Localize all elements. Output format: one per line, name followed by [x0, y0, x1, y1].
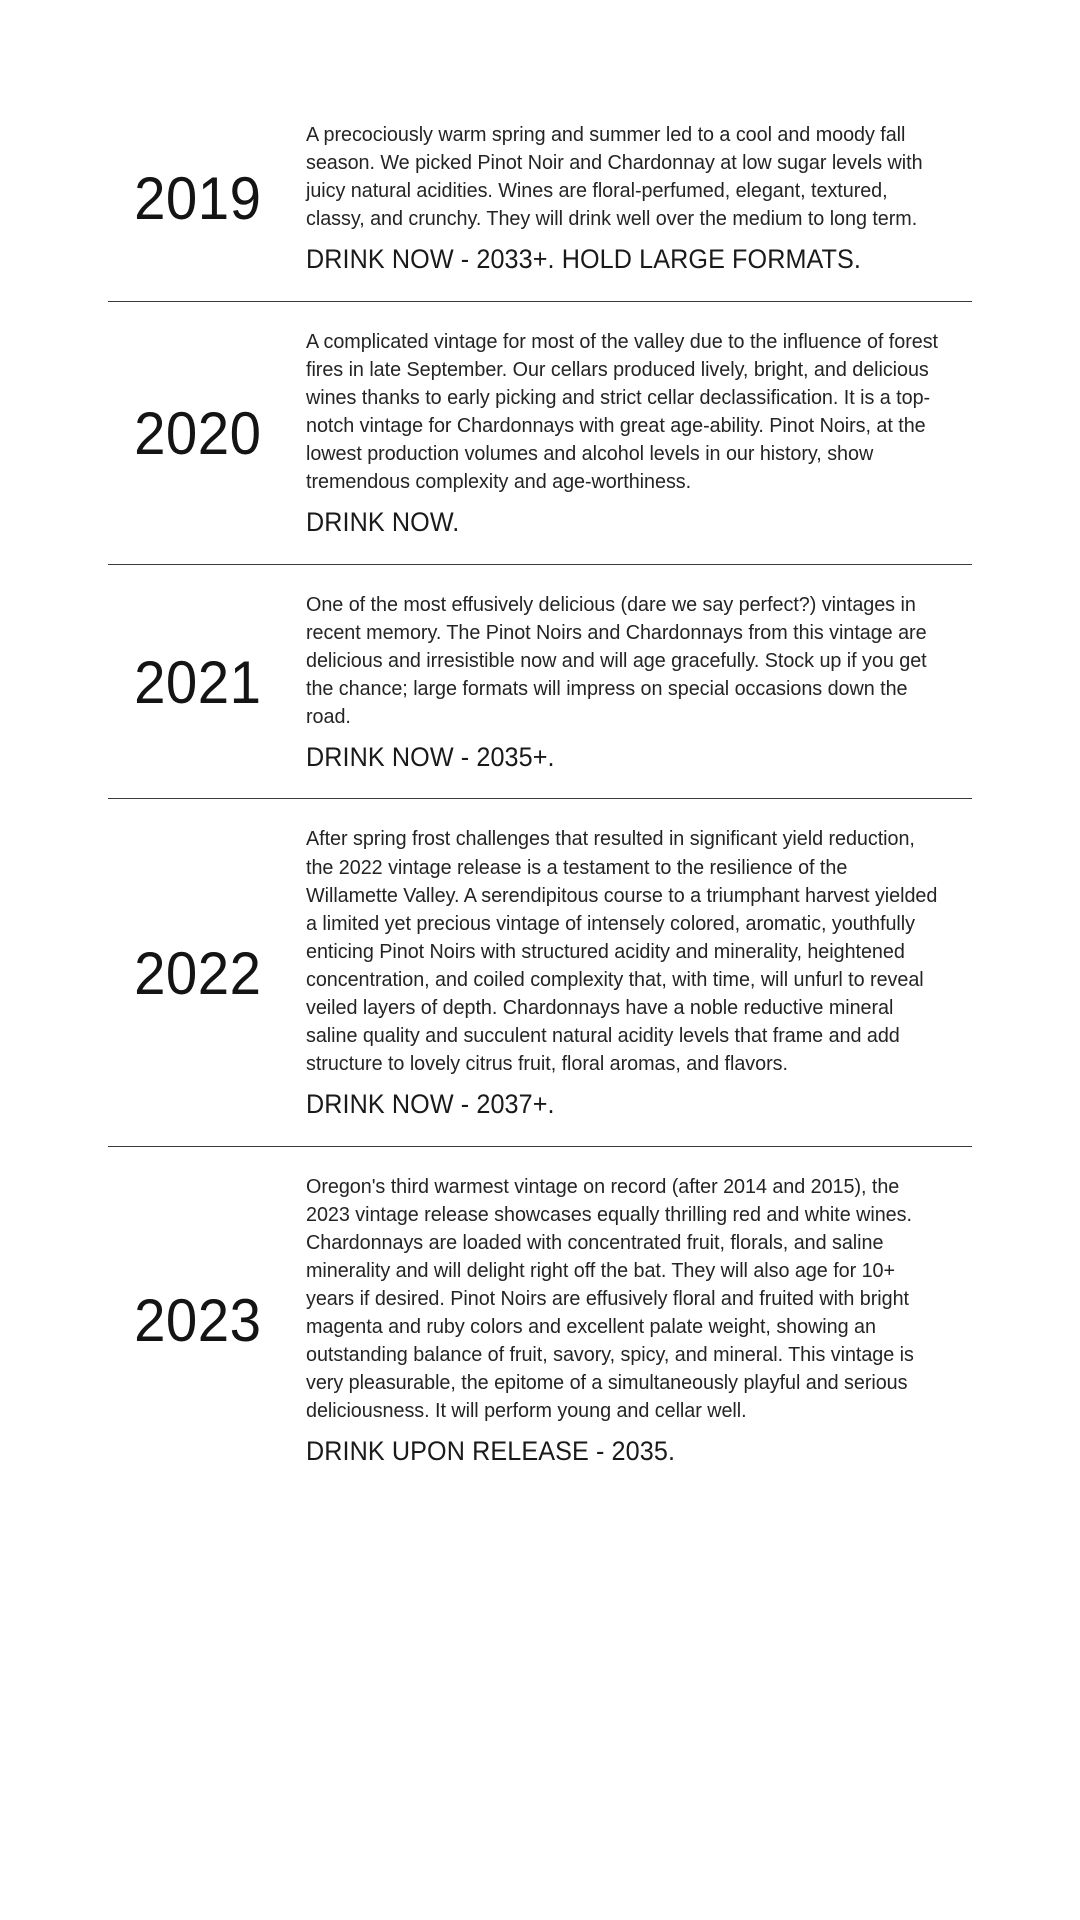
vintage-year-column — [108, 648, 306, 716]
vintage-year-label: 2022 — [134, 939, 262, 1007]
vintage-entry-2021 — [108, 564, 972, 799]
vintage-text-column — [306, 121, 972, 277]
vintage-text-column — [306, 328, 972, 540]
vintage-description: Oregon's third warmest vintage on record (after 2014 and 2015), the 2023 vintage release showcases equally thrilling red and white wines. Chardonnays are loaded with concentrated fruit, florals, and saline minerality and will delight right off the bat. They will also age for 10+ years if desired. Pinot Noirs are effusively floral and fruited with bright magenta and ruby colors and excellent palate weight, showing an outstanding balance of fruit, savory, spicy, and mineral. This vintage is very pleasurable, the epitome of a simultaneously playful and serious deliciousness. It will perform young and cellar well. — [306, 1174, 914, 1423]
vintage-description: A precociously warm spring and summer led to a cool and moody fall season. We picked Pinot Noir and Chardonnay at low sugar levels with juicy natural acidities. Wines are floral-perfumed, elegant, textured, classy, and crunchy. They will drink well over the medium to long term. — [306, 123, 923, 231]
vintage-text-column — [306, 1173, 972, 1469]
vintage-drink-window: DRINK UPON RELEASE - 2035. — [306, 1436, 676, 1467]
vintage-drink-window: DRINK NOW. — [306, 507, 460, 538]
vintage-entry-2022 — [108, 798, 972, 1145]
vintage-year-label: 2023 — [134, 1286, 262, 1354]
vintage-entry-2020 — [108, 301, 972, 564]
vintage-year-column — [108, 164, 306, 232]
vintage-drink-window: DRINK NOW - 2037+. — [306, 1089, 555, 1120]
vintage-year-label: 2020 — [134, 399, 262, 467]
vintage-year-label: 2021 — [134, 648, 262, 716]
vintage-entry-2023 — [108, 1146, 972, 1493]
vintage-text-column — [306, 591, 972, 775]
vintage-drink-window: DRINK NOW - 2033+. HOLD LARGE FORMATS. — [306, 244, 862, 275]
vintage-year-column — [108, 1286, 306, 1354]
vintage-year-column — [108, 939, 306, 1007]
vintage-drink-window: DRINK NOW - 2035+. — [306, 742, 555, 773]
vintage-year-column — [108, 399, 306, 467]
vintage-description: After spring frost challenges that resulted in significant yield reduction, the 2022 vintage release is a testament to the resilience of the Willamette Valley. A serendipitous course to a triumphant harvest yielded a limited yet precious vintage of intensely colored, aromatic, youthfully enticing Pinot Noirs with structured acidity and minerality, heightened concentration, and coiled complexity that, with time, will unfurl to reveal veiled layers of depth. Chardonnays have a noble reductive mineral saline quality and succulent natural acidity levels that frame and add structure to lovely citrus fruit, floral aromas, and flavors. — [306, 827, 938, 1076]
vintage-year-label: 2019 — [134, 164, 262, 232]
vintage-description: A complicated vintage for most of the valley due to the influence of forest fires in late September. Our cellars produced lively, bright, and delicious wines thanks to early picking and strict cellar declassification. It is a top-notch vintage for Chardonnays with great age-ability. Pinot Noirs, at the lowest production volumes and alcohol levels in our history, show tremendous complexity and age-worthiness. — [306, 329, 938, 494]
vintage-text-column — [306, 825, 972, 1121]
vintage-description: One of the most effusively delicious (dare we say perfect?) vintages in recent memory. The Pinot Noirs and Chardonnays from this vintage are delicious and irresistible now and will age gracefully. Stock up if you get the chance; large formats will impress on special occasions down the road. — [306, 592, 927, 728]
vintage-entry-2019 — [108, 95, 972, 301]
